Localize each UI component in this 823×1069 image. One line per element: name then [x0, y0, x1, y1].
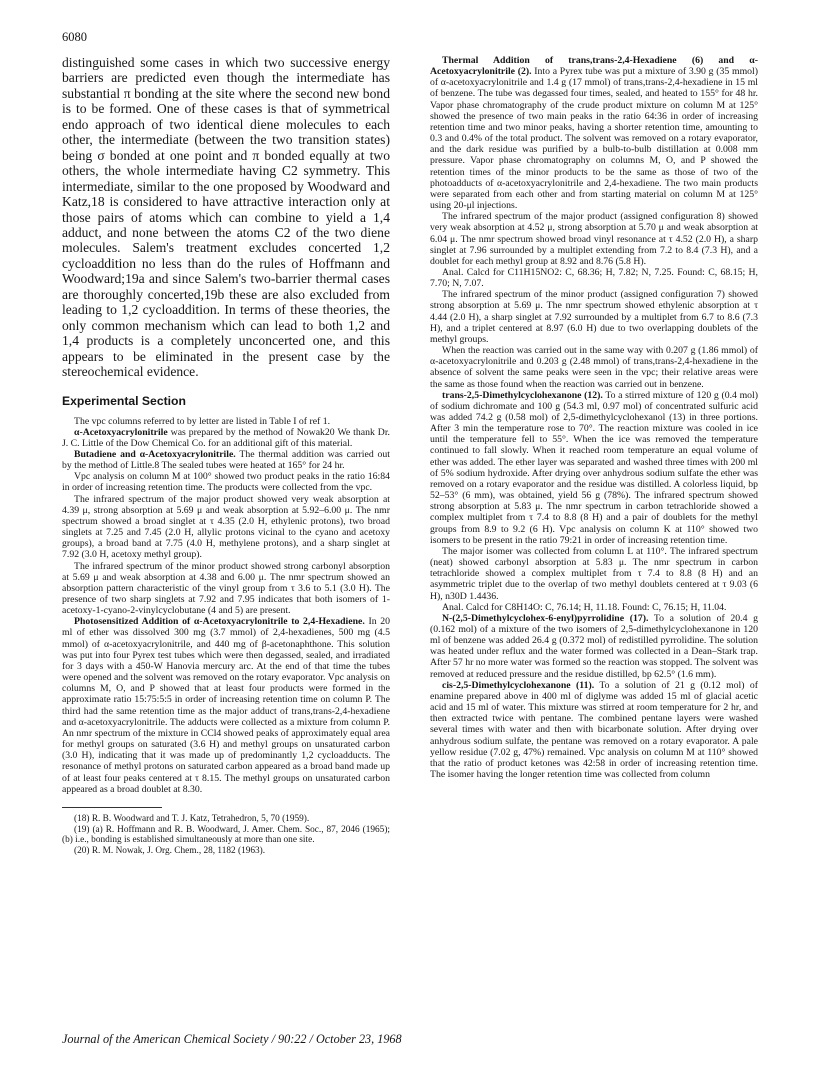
paragraph-heading: cis-2,5-Dimethylcyclohexanone (11). [442, 679, 595, 691]
right-column [430, 55, 758, 780]
left-column [62, 55, 390, 857]
paragraph-heading: Photosensitized Addition of α-Acetoxyacrylonitrile to 2,4-Hexadiene. [74, 616, 365, 628]
footnotes [62, 814, 390, 857]
paragraph: The major isomer was collected from column L at 110°. The infrared spectrum (neat) showed carbonyl absorption at 5.83 μ. The nmr spectrum in carbon tetrachloride showed a complex multiplet from τ 7.4 to 8.8 (8 H) and an asymmetric triplet due to the overlap of two methyl doublets centered at τ 9.03 (6 H), n30D 1.4436. [430, 545, 758, 602]
paragraph-heading: trans-2,5-Dimethylcyclohexanone (12). [442, 389, 603, 401]
intro-paragraph: distinguished some cases in which two successive energy barriers are predicted even though the intermediate has substantial π bonding at the site where the second new bond is to be formed. One of these cases is that of symmetrical endo approach of two identical diene molecules to each other, the intermediate (between the two transition states) being σ bonded at one point and π bonded equally at two others, the whole intermediate having C2 symmetry. This intermediate, similar to the one proposed by Woodward and Katz,18 is considered to have attractive interaction only at those pairs of atoms which can combine to yield a 1,4 adduct, and none between the atoms C2 of the two diene molecules. Salem's treatment excludes concerted 1,2 cycloaddition no less than do the rules of Hoffmann and Woodward;19a and since Salem's two-barrier thermal cases are thoroughly concerted,19b these are also excluded from leading to 1,2 cycloaddition. In terms of these theories, the only common mechanism which can lead to both 1,2 and 1,4 products is a completely unconcerted one, and this appears to be eliminated in the present case by the stereochemical evidence. [62, 55, 390, 380]
paragraph: Photosensitized Addition of α-Acetoxyacrylonitrile to 2,4-Hexadiene. In 20 ml of ether was dissolved 300 mg (3.7 mmol) of 2,4-hexadienes, 500 mg (4.5 mmol) of α-acetoxyacrylonitrile, and 440 mg of β-acetonaphthone. This solution was put into four Pyrex test tubes which were then degassed, sealed, and irradiated for 3 days with a 450-W Hanovia mercury arc. At the end of that time the tubes were opened and the solvent was removed on the rotary evaporator. Vpc analysis on columns M, O, and P showed that at least four products were formed in the approximate ratio 15:75:5:5 in order of increasing retention time on column P. The third had the same retention time as the major adduct of trans,trans-2,4-hexadiene and α-acetoxyacrylonitrile. The adducts were collected as a mixture from column P. An nmr spectrum of the mixture in CCl4 showed peaks of approximately equal area for methyl groups on saturated (3.6 H) and methyl groups on unsaturated carbon (3.0 H), indicating that it was made up of predominantly 1,2 cycloadducts. The resonance of methyl protons on saturated carbon appeared as a broad band made up of at least four peaks centered at τ 8.15. The methyl groups on unsaturated carbon appeared as a broad doublet at 8.30. [62, 616, 391, 795]
paragraph: Butadiene and α-Acetoxyacrylonitrile. The thermal addition was carried out by the method of Little.8 The sealed tubes were heated at 165° for 24 hr. [62, 448, 390, 472]
paragraph-heading: Butadiene and α-Acetoxyacrylonitrile. [74, 448, 236, 460]
journal-footer: Journal of the American Chemical Society / 90:22 / October 23, 1968 [62, 1032, 402, 1046]
paragraph-heading: N-(2,5-Dimethylcyclohex-6-enyl)pyrrolidine (17). [442, 612, 649, 624]
paragraph: Thermal Addition of trans,trans-2,4-Hexadiene (6) and α-Acetoxyacrylonitrile (2). Into a Pyrex tube was put a mixture of 3.90 g (35 mmol) of α-acetoxyacrylonitrile and 1.4 g (17 mmol) of trans,trans-2,4-hexadiene in 15 ml of benzene. The tube was degassed four times, sealed, and heated to 155° for 48 hr. Vapor phase chromatography of the crude product mixture on column M at 125° showed the presence of two main peaks in the ratio 64:36 in order of increasing retention time and two minor peaks, having a shorter retention time, amounting to 0.3 and 0.4% of the total product. The solvent was removed on a rotary evaporator, and the dark residue was purified by a bulb-to-bulb distillation at 0.008 mm pressure. Vapor phase chromatography on columns M, O, and P showed the retention times of the minor products to be the same as those of two of the photoadducts of α-acetoxyacrylonitrile and 2,4-hexadiene. The two main products were separated from each other and from starting material on column M at 125° using 20-μl injections. [430, 55, 758, 212]
paragraph: Anal. Calcd for C8H14O: C, 76.14; H, 11.18. Found: C, 76.15; H, 11.04. [442, 601, 727, 613]
section-title: Experimental Section [62, 393, 186, 408]
paragraph: The infrared spectrum of the minor product showed strong carbonyl absorption at 5.69 μ and weak absorption at 4.38 and 6.00 μ. The nmr spectrum showed an absorption pattern characteristic of the vinyl group from τ 3.6 to 5.1 (3.0 H). The presence of two sharp singlets at 7.92 and 7.95 indicates that both isomers of 1-acetoxy-1-cyano-2-vinylcyclobutane (4 and 5) are present. [62, 560, 390, 617]
paragraph: The infrared spectrum of the major product showed very weak absorption at 4.39 μ, strong absorption at 5.69 μ and weak absorption at 5.92–6.00 μ. The nmr spectrum showed a broad singlet at τ 4.35 (2.0 H, ethylenic protons), two broad singlets at 7.25 and 7.45 (2.0 H, allylic protons vicinal to the cyano and acetoxy groups), a broad band at 7.75 (4.0 H, methylene protons), and a sharp singlet at 7.92 (3.0 H, acetoxy methyl group). [62, 493, 390, 561]
paragraph: α-Acetoxyacrylonitrile was prepared by the method of Nowak20 We thank Dr. J. C. Little of the Dow Chemical Co. for an additional gift of this material. [62, 426, 390, 449]
footnote: (18) R. B. Woodward and T. J. Katz, Tetrahedron, 5, 70 (1959). [74, 813, 310, 824]
footnote-divider [62, 807, 162, 808]
page-number: 6080 [62, 30, 87, 44]
footnote: (20) R. M. Nowak, J. Org. Chem., 28, 1182 (1963). [74, 846, 266, 857]
footnote: (19) (a) R. Hoffmann and R. B. Woodward, J. Amer. Chem. Soc., 87, 2046 (1965); (b) i.e., bonding is established simultaneously at more than one site. [62, 824, 390, 846]
paragraph: The infrared spectrum of the major product (assigned configuration 8) showed very weak absorption at 4.52 μ, strong absorption at 5.70 μ and weak absorption at 6.04 μ. The nmr spectrum showed broad vinyl resonance at τ 4.52 (2.0 H), a sharp singlet at 7.96 surrounded by a multiplet extending from 7.2 to 8.4 (7.3 H), and a doublet for each methyl group at 8.92 and 8.76 (5.8 H). [430, 211, 758, 267]
paragraph: Vpc analysis on column M at 100° showed two product peaks in the ratio 16:84 in order of increasing retention time. The products were collected from the vpc. [62, 471, 390, 494]
paragraph: Anal. Calcd for C11H15NO2: C, 68.36; H, 7.82; N, 7.25. Found: C, 68.15; H, 7.70; N, 7.07. [430, 266, 758, 290]
paragraph: The vpc columns referred to by letter are listed in Table I of ref 1. [74, 415, 331, 427]
paragraph: When the reaction was carried out in the same way with 0.207 g (1.86 mmol) of α-acetoxyacrylonitrile and 0.203 g (2.48 mmol) of trans,trans-2,4-hexadiene in the absence of solvent the same peaks were seen in the vpc; their relative areas were the same as those found when the reaction was carried out in benzene. [430, 345, 758, 390]
paragraph: The infrared spectrum of the minor product (assigned configuration 7) showed strong absorption at 5.69 μ. The nmr spectrum showed ethylenic absorption at τ 4.44 (2.0 H), a sharp singlet at 7.92 surrounded by a multiplet from 6.7 to 8.6 (7.3 H), and a triplet centered at 8.97 (6.0 H) due to two overlapping doublets of the methyl groups. [430, 289, 758, 345]
paragraph-heading: Thermal Addition of trans,trans-2,4-Hexadiene (6) and α-Acetoxyacrylonitrile (2). [430, 55, 758, 78]
paragraph: trans-2,5-Dimethylcyclohexanone (12). To a stirred mixture of 120 g (0.4 mol) of sodium dichromate and 100 g (54.3 ml, 0.97 mol) of concentrated sulfuric acid was added 74.2 g (0.58 mol) of 2,5-dimethylcyclohexanol (13) in three portions. After 3 min the temperature rose to 70°. The reaction mixture was cooled in ice until the temperature fell to 55°. When the ice was removed the temperature continued to fall slowly. When it reached room temperature an equal volume of ether was added. The ether layer was separated and washed three times with 200 ml of 5% sodium hydroxide. After drying over anhydrous sodium sulfate the ether was removed on a rotary evaporator and the residue was distilled. A colorless liquid, bp 52–53° (6 mm), was obtained, yield 56 g (78%). The infrared spectrum showed strong absorption at 5.83 μ. The nmr spectrum in carbon tetrachloride showed a complex multiplet from τ 7.4 to 8.8 (8 H) and a pair of doublets for the methyl groups from 8.9 to 9.2 (6 H). Vpc analysis on column K at 110° showed two isomers to be present in the ratio 79:21 in order of increasing retention time. [430, 389, 758, 546]
paragraph-heading: α-Acetoxyacrylonitrile [74, 426, 168, 438]
paragraph: cis-2,5-Dimethylcyclohexanone (11). To a solution of 21 g (0.12 mol) of enamine prepared above in 400 ml of diglyme was added 15 ml of glacial acetic acid and 15 ml of water. This mixture was stirred at room temperature for 2 hr, and then extracted twice with pentane. The combined pentane layers were washed several times with water and then with bicarbonate solution. After drying over anhydrous sodium sulfate, the pentane was removed on a rotary evaporator. A pale yellow residue (7.02 g, 47%) remained. Vpc analysis on column M at 110° showed that the ratio of product ketones was 42:58 in order of increasing retention time. The isomer having the longer retention time was collected from column [430, 679, 758, 780]
paragraph: N-(2,5-Dimethylcyclohex-6-enyl)pyrrolidine (17). To a solution of 20.4 g (0.162 mol) of a mixture of the two isomers of 2,5-dimethylcyclohexanone in 120 ml of benzene was added 26.4 g (0.372 mol) of redistilled pyrrolidine. The solution was heated under reflux and the water formed was collected in a Dean–Stark trap. After 57 hr no more water was formed so the reaction was stopped. The solvent was removed at reduced pressure and the residue distilled, bp 62.5° (1.6 mm). [430, 612, 758, 680]
